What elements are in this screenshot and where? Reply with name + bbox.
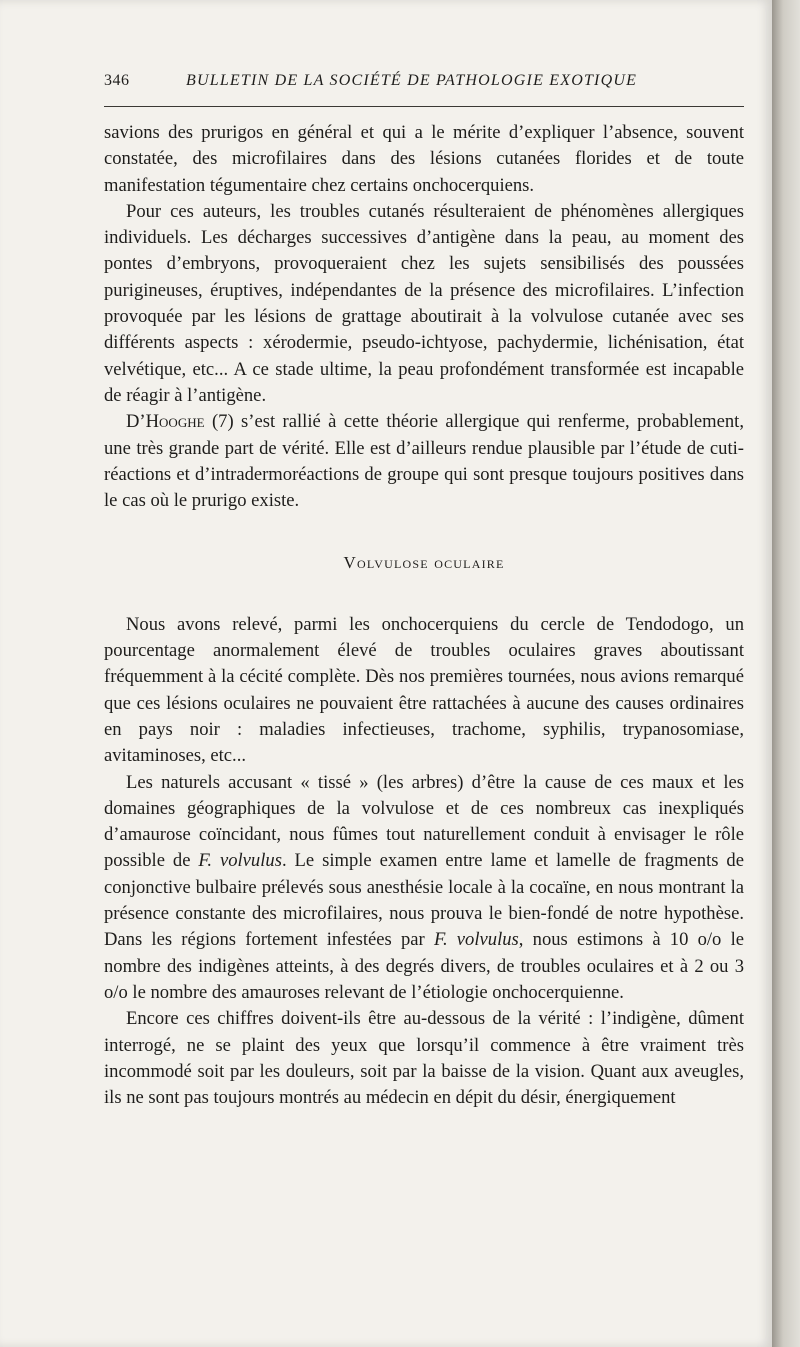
running-title: BULLETIN DE LA SOCIÉTÉ DE PATHOLOGIE EXOTIQUE [186,72,638,89]
paragraph-text: . Le simple examen entre lame et lamelle de fragments de conjonctive bulbaire prélevés sous anesthésie locale à la cocaïne, en nous montrant la présence constante des microfilaires, nous prouva le bien-fondé de notre hypothèse. Dans les régions fortement infestées par [104,850,744,951]
author-name: D’Hooghe [126,411,205,433]
page-number: 346 [104,72,130,89]
paragraph-text: Les naturels accusant « tissé » (les arbres) d’être la cause de ces maux et les domaines géographiques de la volvulose et de ces nombreux cas inexpliqués d’amaurose coïncidant, nous fûmes tout naturellement conduit à envisager le rôle possible de [104,771,744,872]
paragraph: Nous avons relevé, parmi les onchocerquiens du cercle de Tendodogo, un pourcentage anormalement élevé de troubles oculaires graves aboutissant fréquemment à la cécité complète. Dès nos premières tournées, nous avions remarqué que ces lésions oculaires ne pouvaient être rattachées à aucune des causes ordinaires en pays noir : maladies infectieuses, trachome, syphilis, trypanosomiase, avitaminoses, etc... [104,613,744,767]
page-edge-shadow [772,0,800,1347]
paragraph [104,770,744,1007]
species-name: F. volvulus [433,929,519,951]
paragraph-text: , nous estimons à 10 o/o le nombre des indigènes atteints, à des degrés divers, de troubles oculaires et à 2 ou 3 o/o le nombre des amauroses relevant de l’étiologie onchocerquienne. [104,929,744,1003]
paragraph-text: (7) s’est rallié à cette théorie allergique qui renferme, probablement, une très grande part de vérité. Elle est d’ailleurs rendue plausible par l’étude de cuti-réactions et d’intradermoréactions de groupe qui sont presque toujours positives dans le cas où le prurigo existe. [104,411,744,512]
species-name: F. volvulus [198,850,282,872]
page-header [104,72,744,100]
paragraph [104,409,744,514]
header-rule [104,106,744,107]
section-title: Volvulose oculaire [343,553,505,573]
article-body [104,120,744,1111]
paragraph: Pour ces auteurs, les troubles cutanés résulteraient de phénomènes allergiques individuels. Les décharges successives d’antigène dans la peau, au moment des pontes d’embryons, provoqueraient chez les sujets sensibilisés des poussées purigineuses, éruptives, indépendantes de la présence des microfilaires. L’infection provoquée par les lésions de grattage aboutirait à la volvulose cutanée avec ses différents aspects : xérodermie, pseudo-ichtyose, pachydermie, lichénisation, état velvétique, etc... A ce stade ultime, la peau profondément transformée est incapable de réagir à l’antigène. [104,200,744,406]
paragraph: savions des prurigos en général et qui a le mérite d’expliquer l’absence, souvent constatée, des microfilaires dans des lésions cutanées florides et de toute manifestation tégumentaire chez certains onchocerquiens. [104,122,744,196]
paragraph: Encore ces chiffres doivent-ils être au-dessous de la vérité : l’indigène, dûment interrogé, ne se plaint des yeux que lorsqu’il commence à être vraiment très incommodé soit par les douleurs, soit par la baisse de la vision. Quant aux aveugles, ils ne sont pas toujours montrés au médecin en dépit du désir, énergiquement [104,1008,744,1109]
